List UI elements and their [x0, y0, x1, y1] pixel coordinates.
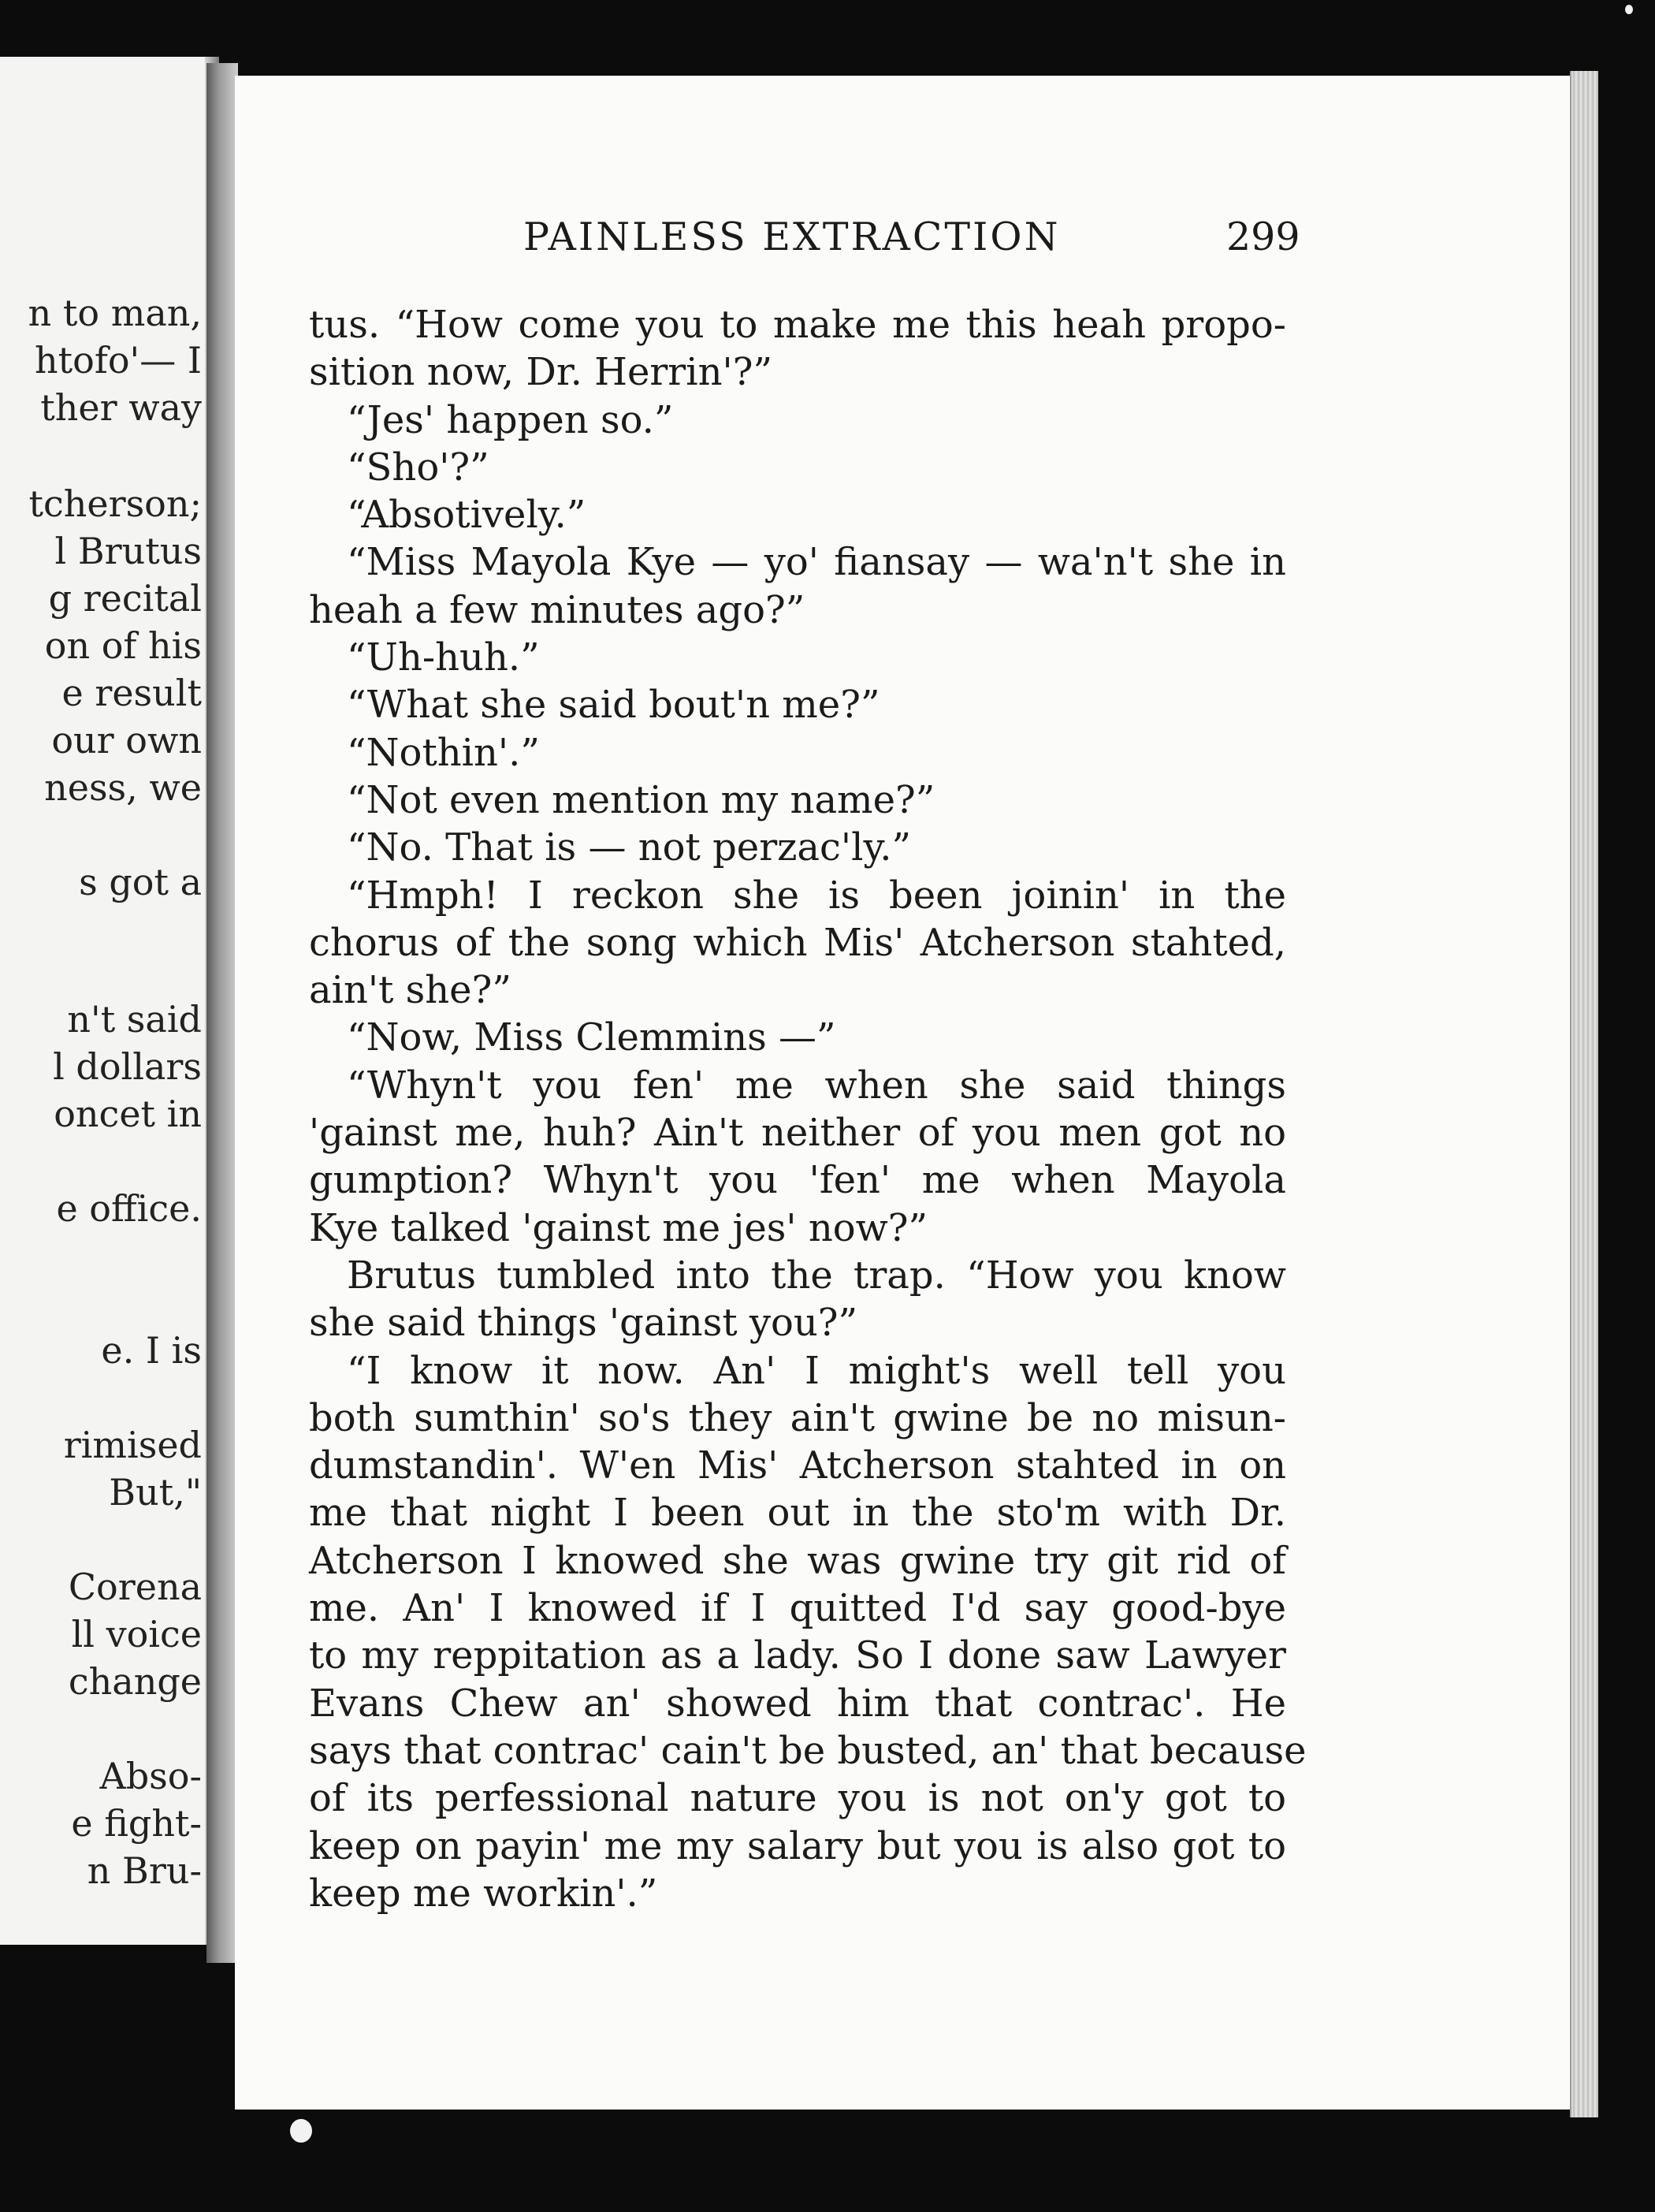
text-line: “Whyn't you fen' me when she said things — [347, 1063, 1286, 1108]
facing-page-line: n to man, — [28, 292, 202, 334]
body-text — [309, 301, 1307, 1917]
text-line: “Uh-huh.” — [347, 635, 540, 680]
facing-page — [0, 57, 219, 1945]
text-line: me. An' I knowed if I quitted I'd say good-bye — [309, 1586, 1286, 1631]
text-line: “Miss Mayola Kye — yo' fiansay — wa'n't she in — [347, 540, 1286, 585]
text-line: “I know it now. An' I might's well tell you — [347, 1348, 1286, 1393]
facing-page-line: e result — [61, 672, 202, 714]
facing-page-line: ness, we — [44, 766, 202, 809]
facing-page-line: change — [68, 1660, 202, 1703]
facing-page-line: tcherson; — [28, 482, 202, 525]
facing-page-line: our own — [51, 719, 202, 762]
text-line: of its perfessional nature you is not on'y got to — [309, 1776, 1286, 1821]
text-line: keep on payin' me my salary but you is also got to — [309, 1823, 1286, 1868]
text-line: dumstandin'. W'en Mis' Atcherson stahted in on — [309, 1443, 1286, 1488]
text-line: “Now, Miss Clemmins —” — [347, 1015, 836, 1060]
facing-page-line: ther way — [40, 386, 202, 429]
facing-page-line: oncet in — [54, 1093, 202, 1135]
facing-page-line: htofo'— I — [35, 339, 202, 382]
text-line: tus. “How come you to make me this heah propo- — [309, 303, 1286, 347]
scan-speck — [1625, 5, 1633, 14]
facing-page-line: rimised — [63, 1424, 202, 1466]
text-line: chorus of the song which Mis' Atcherson stahted, — [309, 920, 1286, 965]
facing-page-line: s got a — [79, 861, 202, 903]
text-line: 'gainst me, huh? Ain't neither of you men got no — [309, 1111, 1286, 1156]
text-line: heah a few minutes ago?” — [309, 587, 805, 632]
text-line: keep me workin'.” — [309, 1871, 658, 1916]
page-edges — [1570, 71, 1598, 2117]
text-line: Evans Chew an' showed him that contrac'. He — [309, 1681, 1286, 1726]
text-line: “No. That is — not perzac'ly.” — [347, 825, 912, 870]
facing-page-line: n Bru- — [87, 1849, 202, 1892]
facing-page-line: on of his — [44, 624, 202, 667]
scan-speck — [290, 2119, 312, 2143]
text-line: “Sho'?” — [347, 445, 489, 490]
facing-page-line: l Brutus — [54, 530, 202, 572]
text-line: me that night I been out in the sto'm with Dr. — [309, 1491, 1286, 1536]
text-line: “Absotively.” — [347, 493, 586, 538]
text-line: Kye talked 'gainst me jes' now?” — [309, 1205, 928, 1250]
page-number: 299 — [1226, 214, 1300, 259]
facing-page-line: l dollars — [53, 1045, 202, 1088]
facing-page-line: e office. — [56, 1187, 202, 1230]
text-line: ain't she?” — [309, 968, 511, 1013]
text-line: “Nothin'.” — [347, 730, 540, 775]
text-line: both sumthin' so's they ain't gwine be no misun- — [309, 1395, 1286, 1440]
text-line: “Not even mention my name?” — [347, 777, 935, 822]
text-line: she said things 'gainst you?” — [309, 1301, 858, 1346]
text-line: gumption? Whyn't you 'fen' me when Mayola — [309, 1158, 1286, 1203]
text-line: to my reppitation as a lady. So I done saw Lawyer — [309, 1633, 1286, 1678]
facing-page-line: But," — [109, 1471, 202, 1514]
facing-page-line: e fight- — [71, 1802, 202, 1845]
text-line: says that contrac' cain't be busted, an' that because — [309, 1728, 1307, 1773]
facing-page-line: g recital — [48, 577, 202, 620]
text-line: “Jes' happen so.” — [347, 397, 674, 442]
facing-page-line: n't said — [67, 998, 202, 1041]
facing-page-line: Abso- — [99, 1755, 202, 1797]
text-line: “Hmph! I reckon she is been joinin' in the — [347, 873, 1286, 918]
text-line: sition now, Dr. Herrin'?” — [309, 350, 772, 395]
text-line: Atcherson I knowed she was gwine try git rid of — [309, 1538, 1286, 1583]
running-head: PAINLESS EXTRACTION — [523, 214, 1061, 259]
facing-page-line: ll voice — [71, 1613, 202, 1655]
book-binding — [206, 63, 238, 1963]
text-line: “What she said bout'n me?” — [347, 683, 880, 728]
text-line: Brutus tumbled into the trap. “How you know — [347, 1253, 1286, 1298]
facing-page-line: Corena — [68, 1566, 202, 1608]
facing-page-line: e. I is — [101, 1329, 202, 1372]
